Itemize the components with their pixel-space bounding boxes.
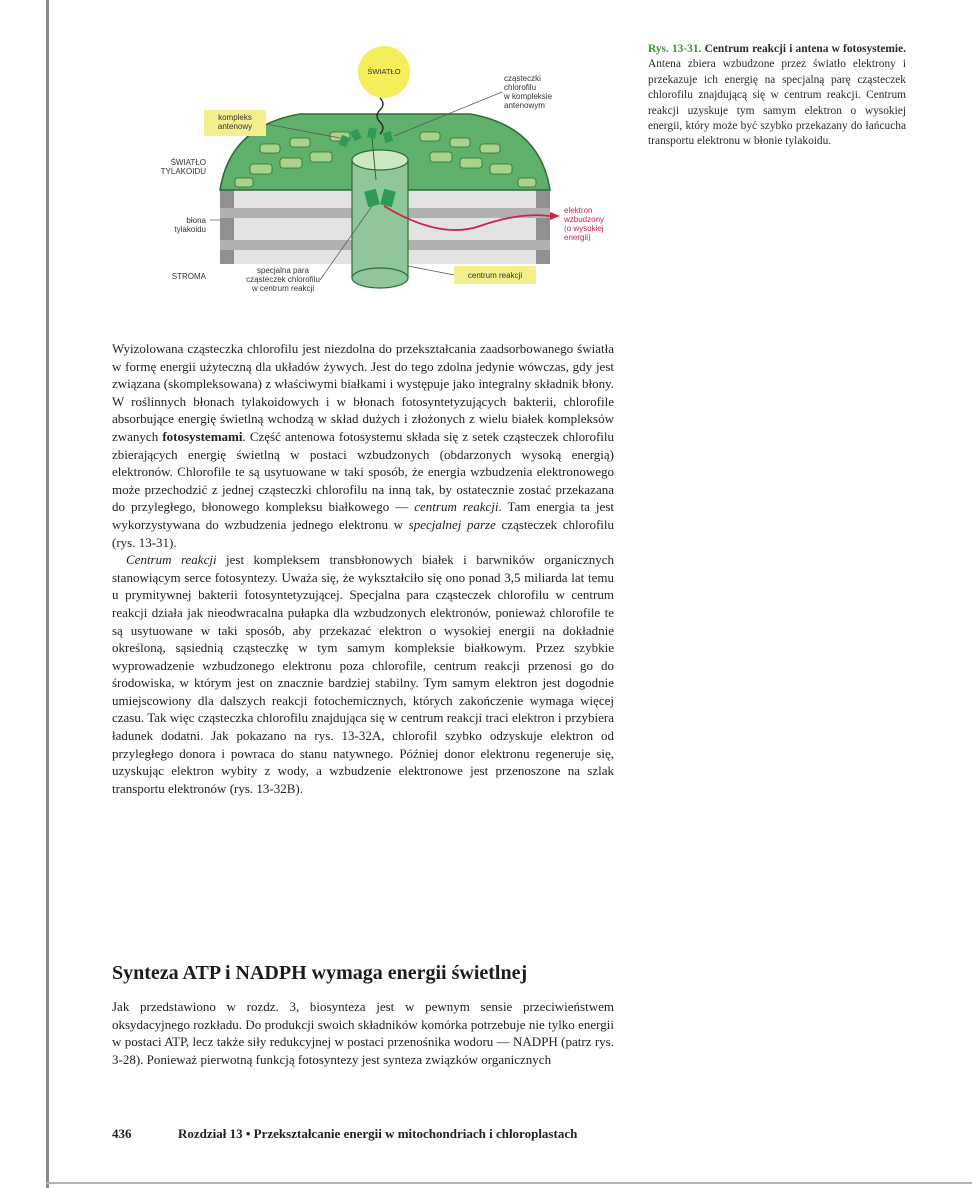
- thylakoid-space-line-1: ŚWIATŁO: [170, 158, 206, 167]
- membrane-edge-left: [220, 190, 234, 264]
- electron-label: [564, 206, 610, 242]
- reaction-center-bottom: [352, 268, 408, 288]
- thylakoid-space-line-2: TYLAKOIDU: [160, 167, 206, 176]
- membrane-line-2: tylakoidu: [174, 225, 206, 234]
- caption-text: Antena zbiera wzbudzone przez światło elektrony i przekazuje ich energię na specjalną parę cząsteczek chlorofilu znajdującą się w centrum reakcji. Centrum reakcji uzyskuje tym samym elektron o wysokiej energii, który może być szybko przekazany do łańcucha transportu elektronu w błonie tylakoidu.: [648, 58, 906, 148]
- paragraph-1: [112, 340, 614, 551]
- membrane-line-1: błona: [186, 216, 206, 225]
- page-edge-left: [46, 0, 49, 1188]
- electron-line-3: (o wysokiej: [564, 224, 604, 233]
- antenna-complex-line-2: antenowy: [217, 122, 253, 131]
- section-paragraph: Jak przedstawiono w rozdz. 3, biosynteza jest w pewnym sensie przeciwieństwem oksydacyjnego rozkładu. Do produkcji swoich składników komórka potrzebuje nie tylko energii w postaci ATP, lecz także siły redukcyjnej w postaci przenośnika wodoru — NADPH (patrz rys. 3-28). Ponieważ pierwotną funkcją fotosyntezy jest synteza związków organicznych: [112, 999, 614, 1067]
- special-pair-line-1: specjalna para: [256, 266, 310, 275]
- figure-number: Rys. 13-31.: [648, 43, 702, 55]
- term-centrum-reakcji: centrum reakcji: [414, 499, 499, 515]
- term-centrum-reakcji-2: Centrum reakcji: [126, 552, 217, 568]
- electron-arrowhead: [550, 212, 560, 220]
- special-pair-label: [228, 266, 338, 293]
- page-edge-bottom: [46, 1182, 972, 1184]
- figure-caption: [648, 42, 906, 150]
- term-fotosystemy: fotosystemami: [162, 428, 243, 444]
- page-number: 436: [112, 1126, 132, 1141]
- p1-part-c: . Tam energia ta jest wykorzystywana do wzbudzenia jednego elektronu w: [112, 499, 614, 532]
- running-footer: Rozdział 13 • Przekształcanie energii w mitochondriach i chloroplastach: [178, 1126, 578, 1141]
- antenna-molecules-label: [504, 74, 584, 110]
- stroma-label: STROMA: [171, 272, 206, 281]
- antenna-molecules-line-1: cząsteczki: [504, 74, 541, 83]
- special-pair-line-2: cząsteczek chlorofilu: [246, 275, 320, 284]
- antenna-molecules-line-3: w kompleksie: [504, 92, 553, 101]
- p1-part-a: Wyizolowana cząsteczka chlorofilu jest niezdolna do przekształcania zaadsorbowanego światła w formę energii użyteczną dla układów żywych. Jest do tego zdolna jedynie wówczas, gdy jest związana (skompleksowana) z właściwymi białkami i występuje jako integralny składnik błony. W roślinnych błonach tylakoidowych i w błonach fotosyntetyzujących bakterii, chlorofile absorbujące energię świetlną wchodzą w skład dużych i złożonych z wielu białek kompleksów zwanych: [112, 341, 614, 444]
- membrane-left-block: [220, 190, 370, 264]
- thylakoid-space-label: [140, 158, 206, 176]
- antenna-complex-label: [204, 113, 266, 131]
- paragraph-2: [112, 551, 614, 797]
- p1-part-d: cząsteczek chlorofilu (rys. 13-31).: [112, 516, 614, 550]
- term-specjalna-para: specjalnej parze: [408, 516, 496, 532]
- antenna-molecules-line-4: antenowym: [504, 101, 545, 110]
- electron-line-2: wzbudzony: [564, 215, 605, 224]
- section-heading: Synteza ATP i NADPH wymaga energii świetlnej: [112, 962, 528, 984]
- electron-line-1: elektron: [564, 206, 593, 215]
- membrane-label: [140, 216, 206, 234]
- membrane-right-block: [390, 190, 550, 264]
- p1-part-b: . Część antenowa fotosystemu składa się z setek cząsteczek chlorofilu zbierających energię świetlną w postaci wzbudzonych (obdarzonych wysoką energią) elektronów. Chlorofile te są usytuowane w taki sposób, że energia wzbudzenia elektronowego może przechodzić z jednej cząsteczki chlorofilu na inną tak, by ostatecznie zostać przekazana do przyległego, błonowego kompleksu białkowego —: [112, 428, 614, 515]
- p2-text: jest kompleksem transbłonowych białek i barwników organicznych stanowiącym serce fotosyntezy. Uważa się, że wykształciło się ono ponad 3,5 miliarda lat temu u prymitywnej bakterii fotosyntetyzującej. Specjalna para cząsteczek chlorofilu w centrum reakcji działa jak nieodwracalna pułapka dla wzbudzonych elektronów, ponieważ chlorofile te są usytuowane w taki sposób, aby przekazać elektron o wysokiej energii na dokładnie określoną, sąsiednią cząsteczkę w tym samym kompleksie białkowym. Przez szybkie wyprowadzenie wzbudzonego elektronu poza chlorofile, centrum reakcji przenosi go do środowiska, w którym jest on znacznie bardziej stabilny. Tym samym elektron jest dogodnie umiejscowiony dla dalszych reakcji fotochemicznych, których zakończenie wymaga więcej czasu. Tak więc cząsteczka chlorofilu znajdująca się w centrum reakcji traci elektron i przybiera ładunek dodatni. Jak pokazano na rys. 13-32A, chlorofil szybko odzyskuje elektron od przyległego donora i powraca do stanu natywnego. Później donor elektronu regeneruje się, uzyskując elektron wybity z wody, a wzbudzenie elektronowe jest przenoszone na szlak transportu elektronów (rys. 13-32B).: [112, 552, 614, 796]
- antenna-molecules-line-2: chlorofilu: [504, 83, 537, 92]
- reaction-center-label: centrum reakcji: [467, 271, 523, 280]
- reaction-center-top: [352, 150, 408, 170]
- reaction-center-cylinder: [352, 160, 408, 278]
- figure-title: Centrum reakcji i antena w fotosystemie.: [704, 43, 906, 55]
- membrane-edge-right: [536, 190, 550, 264]
- light-label: ŚWIATŁO: [367, 67, 401, 76]
- body-text: [112, 340, 614, 797]
- electron-line-4: energii): [564, 233, 591, 242]
- special-pair-line-3: w centrum reakcji: [251, 284, 315, 293]
- antenna-complex-line-1: kompleks: [218, 113, 252, 122]
- section-text: [112, 998, 614, 1068]
- photosystem-figure: [140, 40, 610, 340]
